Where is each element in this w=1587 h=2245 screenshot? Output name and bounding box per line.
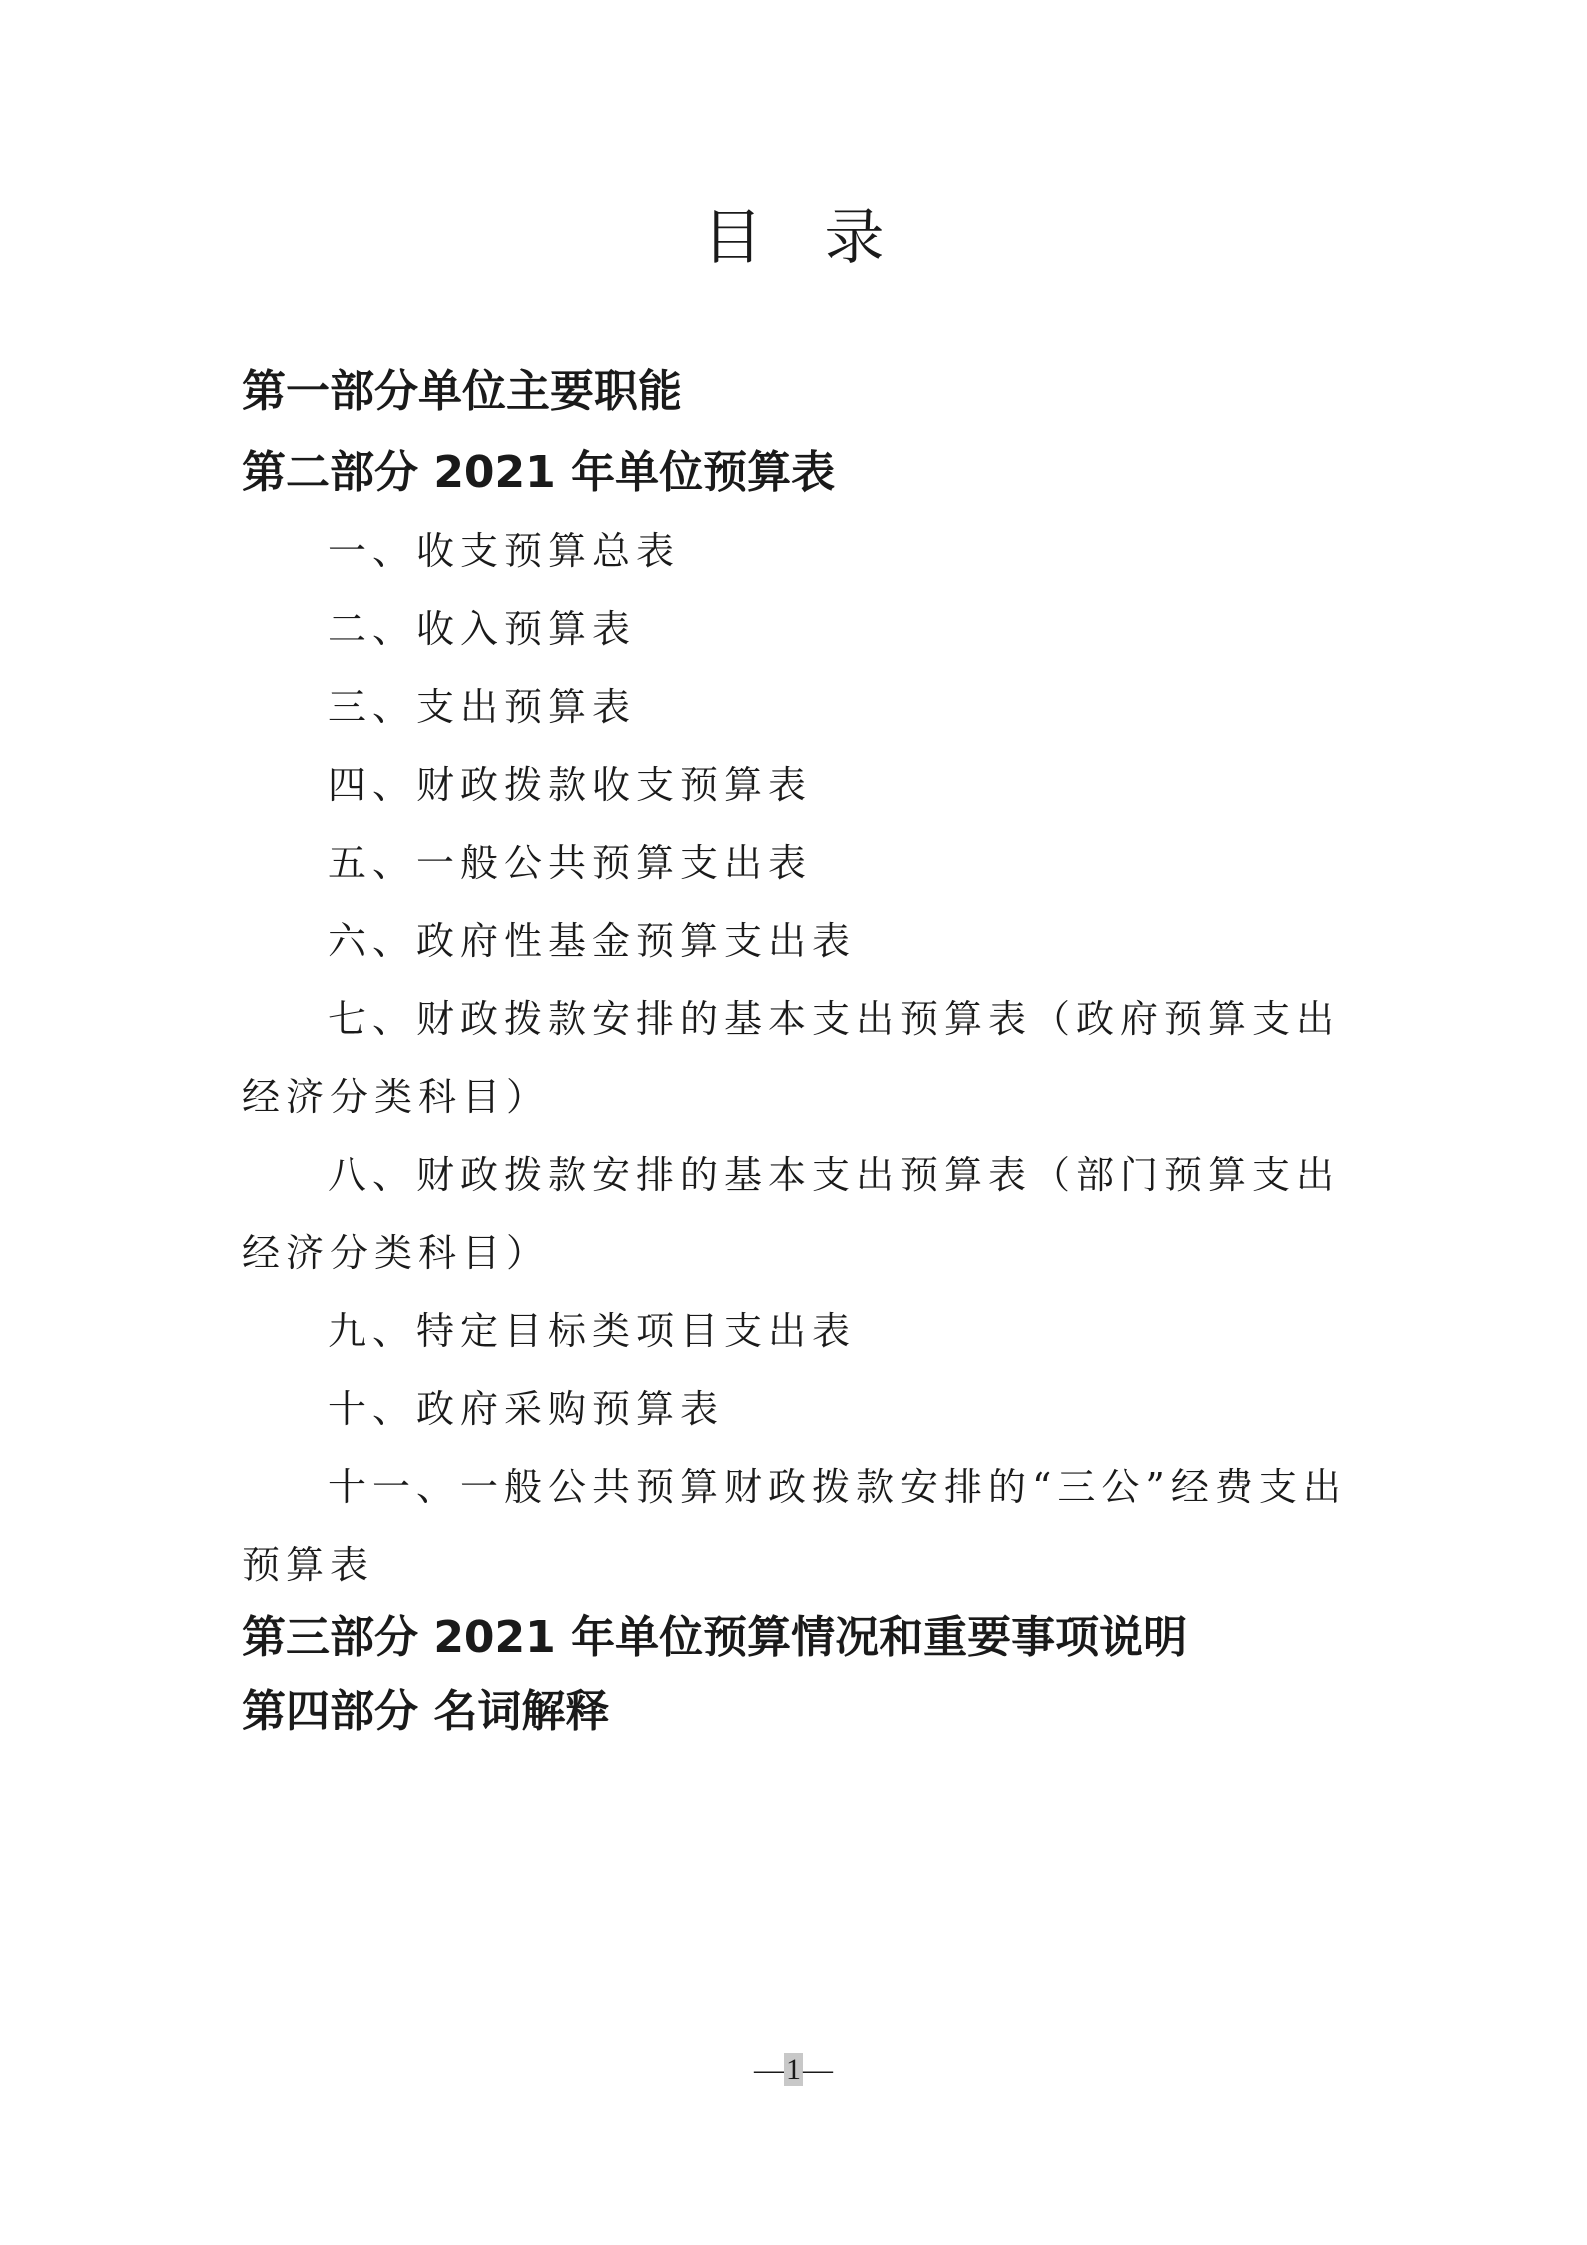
footer-dash-right: — bbox=[803, 2053, 833, 2086]
toc-item-7: 七、财政拨款安排的基本支出预算表（政府预算支出经济分类科目） bbox=[242, 997, 1341, 1119]
toc-item-4: 四、财政拨款收支预算表 bbox=[328, 763, 813, 807]
toc-item-9: 九、特定目标类项目支出表 bbox=[328, 1309, 857, 1353]
toc-item-10: 十、政府采购预算表 bbox=[328, 1387, 725, 1431]
toc-item-3: 三、支出预算表 bbox=[328, 685, 637, 729]
toc-item-6: 六、政府性基金预算支出表 bbox=[328, 919, 857, 963]
page-title: 目录 bbox=[702, 203, 947, 273]
footer-dash-left: — bbox=[754, 2053, 784, 2086]
toc-item-8: 八、财政拨款安排的基本支出预算表（部门预算支出经济分类科目） bbox=[242, 1153, 1341, 1275]
toc-part-2: 第二部分 2021 年单位预算表 bbox=[242, 447, 836, 498]
toc-item-11: 十一、一般公共预算财政拨款安排的“三公”经费支出预算表 bbox=[242, 1465, 1347, 1587]
page-number: 1 bbox=[786, 2053, 801, 2086]
page-footer bbox=[0, 2050, 1587, 2090]
toc-part-3: 第三部分 2021 年单位预算情况和重要事项说明 bbox=[242, 1612, 1188, 1663]
toc-part-1: 第一部分单位主要职能 bbox=[242, 366, 682, 417]
toc-part-4: 第四部分 名词解释 bbox=[242, 1686, 610, 1737]
toc-item-2: 二、收入预算表 bbox=[328, 607, 637, 651]
toc-item-1: 一、收支预算总表 bbox=[328, 529, 681, 573]
toc-item-5: 五、一般公共预算支出表 bbox=[328, 841, 813, 885]
